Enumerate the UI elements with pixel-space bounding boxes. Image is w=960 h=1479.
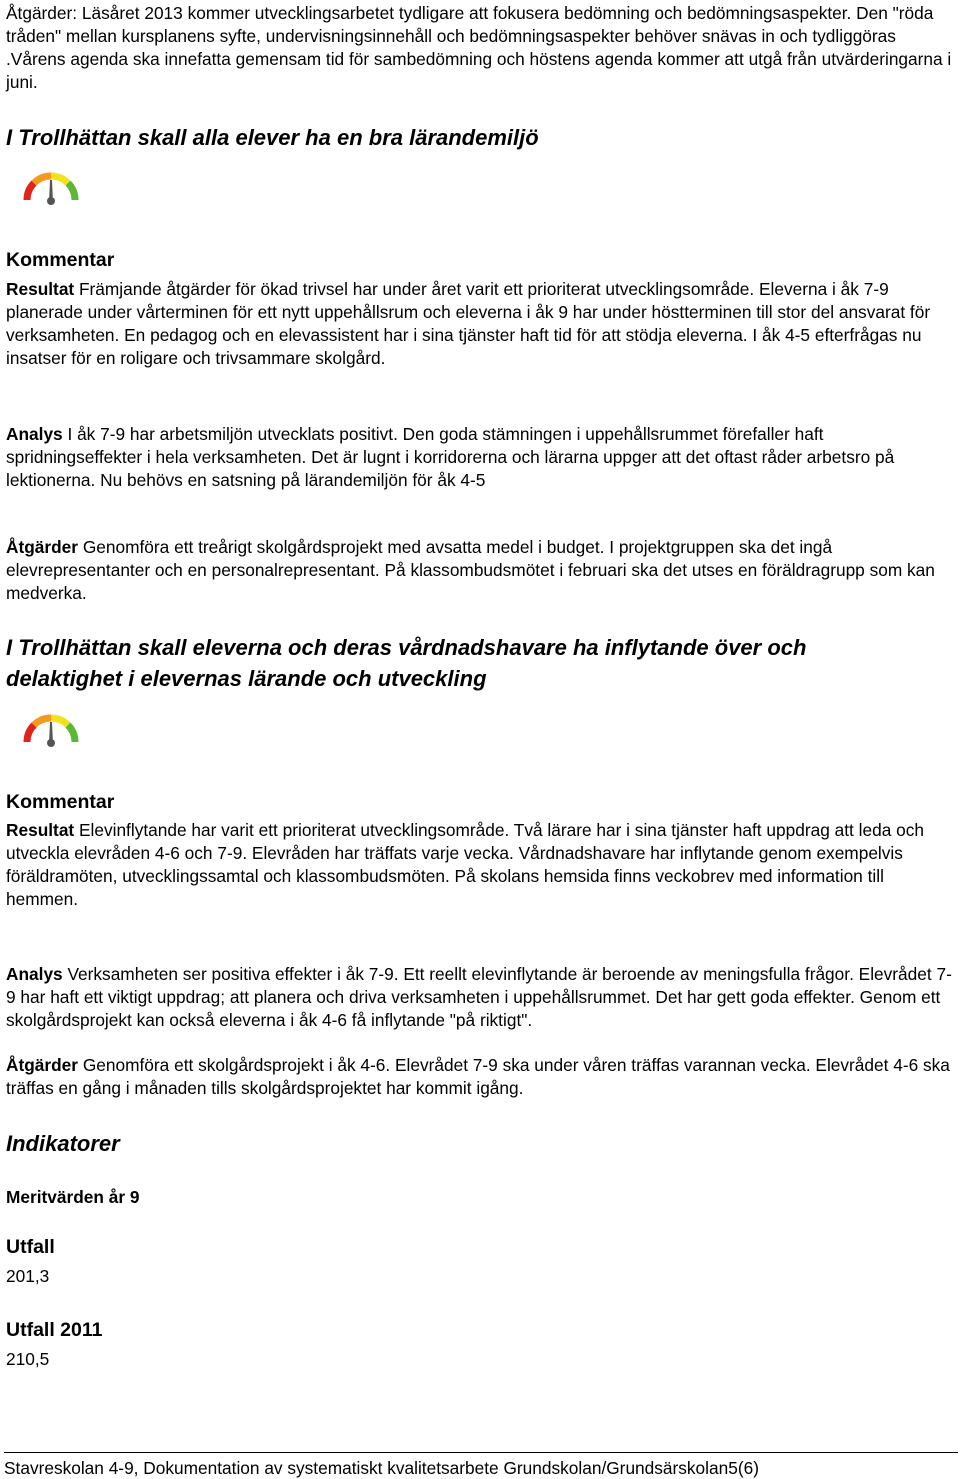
section-analys-paragraph — [6, 423, 954, 492]
section-resultat-paragraph — [6, 278, 954, 370]
section-atgarder-paragraph — [6, 1054, 954, 1100]
speedometer-gauge-icon — [21, 170, 81, 208]
section-kommentar-heading: Kommentar — [6, 249, 115, 271]
meritvarden-label: Meritvärden år 9 — [6, 1187, 140, 1207]
section-heading-inflytande: I Trollhättan skall eleverna och deras vårdnadshavare ha inflytande över och delaktighet i elevernas lärande och utveckling — [6, 635, 807, 691]
utfall-2011-value: 210,5 — [6, 1349, 50, 1369]
atgarder-label: Åtgärder — [6, 537, 79, 557]
utfall-value: 201,3 — [6, 1266, 50, 1286]
intro-text: Läsåret 2013 kommer utvecklingsarbetet tydligare att fokusera bedömning och bedömningsaspekter. Den "röda tråden" mellan kursplanens syfte, undervisningsinnehåll och bedömningsaspekter behöver snävas in och tydliggöras .Vårens agenda ska innefatta gemensam tid för sambedömning och höstens agenda kommer att utgå från utvärderingarna i juni. — [6, 3, 952, 92]
page-footer — [4, 1452, 958, 1479]
indikatorer-heading: Indikatorer — [6, 1131, 120, 1156]
section-analys-paragraph — [6, 963, 954, 1032]
utfall-label: Utfall — [6, 1236, 55, 1258]
analys-text: I åk 7-9 har arbetsmiljön utvecklats positivt. Den goda stämningen i uppehållsrummet förefaller haft spridningseffekter i hela verksamheten. Det är lugnt i korridorerna och lärarna uppger att det oftast råder arbetsro på lektionerna. Nu behövs en satsning på lärandemiljön för åk 4-5 — [6, 424, 895, 490]
resultat-label: Resultat — [6, 820, 75, 840]
resultat-text: Främjande åtgärder för ökad trivsel har under året varit ett prioriterat utvecklingsområde. Eleverna i åk 7-9 planerade under vårterminen för ett nytt uppehållsrum och eleverna i åk 9 har under höstterminen till stor del ansvarat för verksamheten. En pedagog och en elevassistent har i sina tjänster haft tid för att stödja eleverna. I åk 4-5 efterfrågas nu insatser för en roligare och trivsammare skolgård. — [6, 279, 931, 368]
section-atgarder-paragraph — [6, 536, 954, 605]
intro-paragraph — [6, 2, 954, 94]
analys-label: Analys — [6, 964, 63, 984]
section-resultat-paragraph — [6, 819, 954, 911]
analys-text: Verksamheten ser positiva effekter i åk 7-9. Ett reellt elevinflytande är beroende av meningsfulla frågor. Elevrådet 7-9 har haft ett viktigt uppdrag; att planera och driva verksamheten i uppehållsrummet. Det har gett goda effekter. Genom ett skolgårdsprojekt kan också eleverna i åk 4-6 få inflytande "på riktigt". — [6, 964, 952, 1030]
utfall-2011-label: Utfall 2011 — [6, 1319, 103, 1341]
atgarder-text: Genomföra ett skolgårdsprojekt i åk 4-6. Elevrådet 7-9 ska under våren träffas varannan vecka. Elevrådet 4-6 ska träffas en gång i månaden tills skolgårdsprojektet har kommit igång. — [6, 1055, 950, 1098]
resultat-text: Elevinflytande har varit ett prioriterat utvecklingsområde. Två lärare har i sina tjänster haft uppdrag att leda och utveckla elevråden 4-6 och 7-9. Elevråden har träffats varje vecka. Vårdnadshavare har inflytande genom exempelvis föräldramöten, utvecklingssamtal och klassombudsmöten. På skolans hemsida finns veckobrev med information till hemmen. — [6, 820, 924, 909]
intro-label: Åtgärder: — [6, 3, 78, 23]
section-heading-larandemiljo: I Trollhättan skall alla elever ha en bra lärandemiljö — [6, 125, 539, 150]
analys-label: Analys — [6, 424, 63, 444]
atgarder-label: Åtgärder — [6, 1055, 79, 1075]
atgarder-text: Genomföra ett treårigt skolgårdsprojekt med avsatta medel i budget. I projektgruppen ska det ingå elevrepresentanter och en personalrepresentant. På klassombudsmötet i februari ska det utses en föräldragrupp som kan medverka. — [6, 537, 935, 603]
speedometer-gauge-icon — [21, 712, 81, 750]
footer-text: Stavreskolan 4-9, Dokumentation av systematiskt kvalitetsarbete Grundskolan/Grundsärskolan — [4, 1458, 729, 1478]
footer-page-number: 5(6) — [728, 1458, 759, 1478]
section-kommentar-heading: Kommentar — [6, 791, 115, 813]
resultat-label: Resultat — [6, 279, 75, 299]
